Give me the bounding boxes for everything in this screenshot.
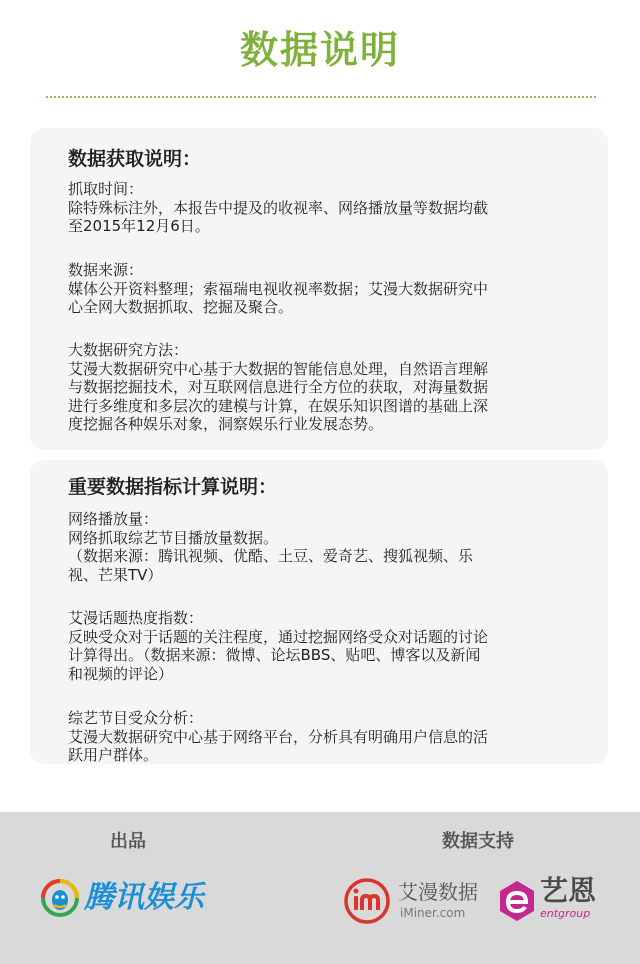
iminer-logo-cn: 艾漫数据 xyxy=(398,880,478,904)
section-body: 除特殊标注外，本报告中提及的收视率、网络播放量等数据均截 至2015年12月6日。 xyxy=(68,198,489,235)
research-method-section xyxy=(68,341,596,434)
entgroup-logo-en: entgroup xyxy=(540,907,591,920)
section-label: 抓取时间： xyxy=(68,180,144,198)
data-acquisition-card xyxy=(30,128,608,450)
tencent-logo-text: 腾讯娱乐 xyxy=(84,880,204,915)
section-label: 综艺节目受众分析： xyxy=(68,709,204,727)
entgroup-logo-cn: 艺恩 xyxy=(540,874,597,907)
tencent-mascot-icon xyxy=(40,878,80,918)
data-source-section xyxy=(68,261,596,317)
section-label: 数据来源： xyxy=(68,261,144,279)
produced-by-label: 出品 xyxy=(110,831,146,852)
metric-calculation-card xyxy=(30,460,608,764)
section-label: 大数据研究方法： xyxy=(68,341,189,359)
card-heading: 重要数据指标计算说明： xyxy=(68,476,278,498)
data-support-label: 数据支持 xyxy=(442,831,514,852)
section-body: 反映受众对于话题的关注程度，通过挖掘网络受众对话题的讨论 计算得出。（数据来源：微博、论坛BBS、贴吧、博客以及新闻 和视频的评论） xyxy=(68,627,489,683)
footer xyxy=(0,812,640,964)
section-body: 艾漫大数据研究中心基于大数据的智能信息处理，自然语言理解 与数据挖掘技术，对互联网信息进行全方位的获取，对海量数据 进行多维度和多层次的建模与计算，在娱乐知识图谱的基础上深 度挖掘各种娱乐对象，洞察娱乐行业发展态势。 xyxy=(68,359,489,433)
card-heading: 数据获取说明： xyxy=(68,148,202,170)
entgroup-mark-icon xyxy=(494,878,540,924)
topic-heat-index-section xyxy=(68,609,596,683)
iminer-logo-en: iMiner.com xyxy=(400,906,466,920)
section-label: 艾漫话题热度指数： xyxy=(68,609,204,627)
section-body: 网络抓取综艺节目播放量数据。 （数据来源：腾讯视频、优酷、土豆、爱奇艺、搜狐视频、乐 视、芒果TV） xyxy=(68,528,474,584)
iminer-mark-icon xyxy=(344,878,390,924)
title-divider xyxy=(46,96,596,98)
network-views-section xyxy=(68,510,596,584)
capture-time-section xyxy=(68,180,596,236)
page-title: 数据说明 xyxy=(239,28,400,72)
section-label: 网络播放量： xyxy=(68,510,159,528)
section-body: 媒体公开资料整理；索福瑞电视收视率数据；艾漫大数据研究中 心全网大数据抓取、挖掘及聚合。 xyxy=(68,279,489,316)
audience-analysis-section xyxy=(68,709,596,765)
section-body: 艾漫大数据研究中心基于网络平台，分析具有明确用户信息的活 跃用户群体。 xyxy=(68,727,489,764)
